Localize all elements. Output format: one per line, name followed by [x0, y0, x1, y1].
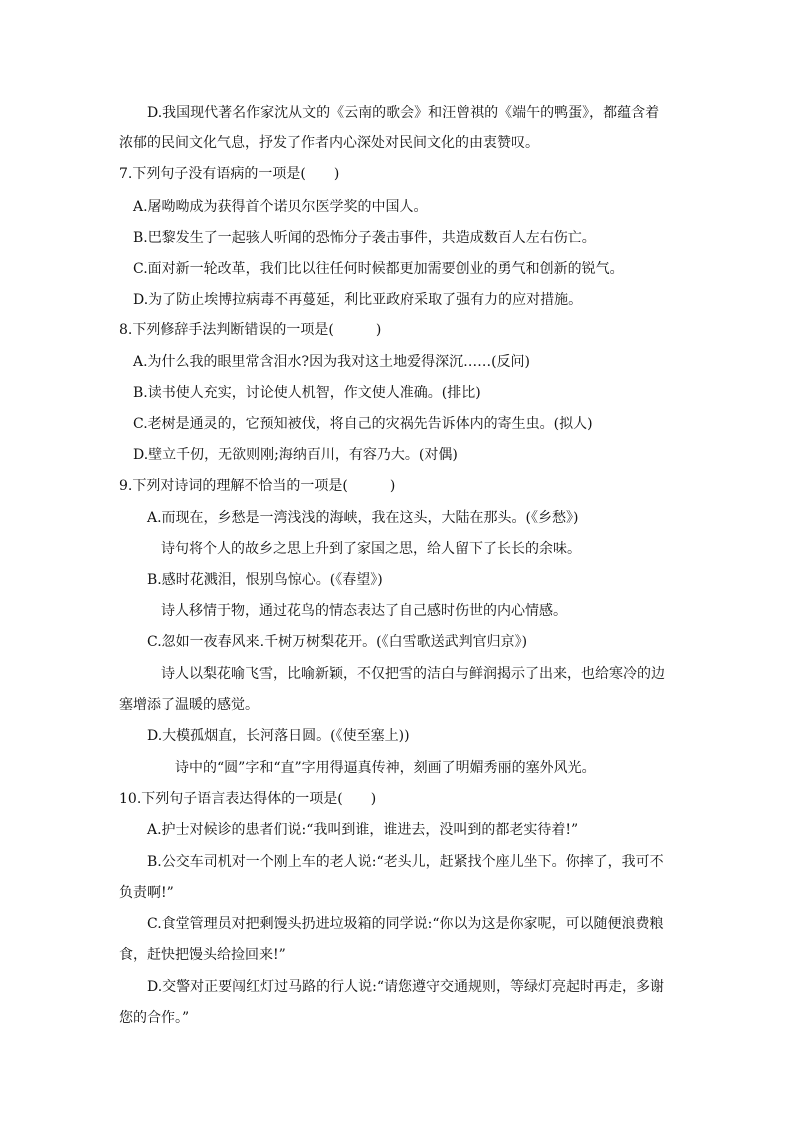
q9-option-b-explanation: 诗人移情于物，通过花鸟的情态表达了自己感时伤世的内心情感。 [161, 603, 567, 619]
q9-option-c-explanation-line2: 塞增添了温暖的感觉。 [119, 697, 259, 713]
q9-option-a-explanation: 诗句将个人的故乡之思上升到了家国之思，给人留下了长长的余味。 [161, 541, 581, 557]
q6-option-d-line1: D.我国现代著名作家沈从文的《云南的歌会》和汪曾祺的《端午的鸭蛋》，都蕴含着 [147, 105, 660, 121]
q7-option-b: B.巴黎发生了一起骇人听闻的恐怖分子袭击事件，共造成数百人左右伤亡。 [133, 230, 596, 246]
q9-option-b: B.感时花溅泪，恨别鸟惊心。(《春望》) [147, 572, 383, 588]
q10-option-d-line2: 您的合作。” [119, 1010, 190, 1026]
question-8-stem: 8.下列修辞手法判断错误的一项是( ) [119, 322, 382, 338]
q10-option-d-line1: D.交警对正要闯红灯过马路的行人说:“请您遵守交通规则，等绿灯亮起时再走，多谢 [147, 979, 665, 995]
q10-option-a: A.护士对候诊的患者们说:“我叫到谁，谁进去，没叫到的都老实待着!” [147, 822, 579, 838]
q8-option-d: D.壁立千仞，无欲则刚;海纳百川，有容乃大。(对偶) [133, 447, 458, 463]
q7-option-c: C.面对新一轮改革，我们比以往任何时候都更加需要创业的勇气和创新的锐气。 [133, 261, 624, 277]
question-7-stem: 7.下列句子没有语病的一项是( ) [119, 166, 340, 182]
q8-option-c: C.老树是通灵的，它预知被伐，将自己的灾祸先告诉体内的寄生虫。(拟人) [133, 416, 593, 432]
q9-option-a: A.而现在，乡愁是一湾浅浅的海峡，我在这头，大陆在那头。(《乡愁》) [147, 510, 579, 526]
q10-option-c-line1: C.食堂管理员对把剩馒头扔进垃圾箱的同学说:“你以为这是你家呢，可以随便浪费粮 [147, 916, 664, 932]
q10-option-c-line2: 食，赶快把馒头给捡回来!” [119, 947, 286, 963]
q8-option-a: A.为什么我的眼里常含泪水?因为我对这土地爱得深沉……(反问) [133, 354, 530, 370]
q9-option-d: D.大模孤烟直，长河落日圆。(《使至塞上)) [147, 728, 410, 744]
q9-option-c-explanation-line1: 诗人以梨花喻飞雪，比喻新颖，不仅把雪的洁白与鲜润揭示了出来，也给寒冷的边 [161, 666, 665, 682]
question-9-stem: 9.下列对诗词的理解不恰当的一项是( ) [119, 478, 396, 494]
q7-option-a: A.屠呦呦成为获得首个诺贝尔医学奖的中国人。 [133, 199, 428, 215]
q10-option-b-line1: B.公交车司机对一个刚上车的老人说:“老头儿，赶紧找个座儿坐下。你摔了，我可不 [147, 854, 664, 870]
question-10-stem: 10.下列句子语言表达得体的一项是( ) [119, 791, 377, 807]
q10-option-b-line2: 负责啊!” [119, 885, 174, 901]
q7-option-d: D.为了防止埃博拉病毒不再蔓延，利比亚政府采取了强有力的应对措施。 [133, 292, 583, 308]
q9-option-c: C.忽如一夜春风来.千树万树梨花开。(《白雪歌送武判官归京》) [147, 634, 528, 650]
q6-option-d-line2: 浓郁的民间文化气息，抒发了作者内心深处对民间文化的由衷赞叹。 [119, 135, 539, 151]
q8-option-b: B.读书使人充实，讨论使人机智，作文使人准确。(排比) [133, 385, 481, 401]
q9-option-d-explanation: 诗中的“圆”字和“直”字用得逼真传神，刻画了明媚秀丽的塞外风光。 [175, 760, 596, 776]
